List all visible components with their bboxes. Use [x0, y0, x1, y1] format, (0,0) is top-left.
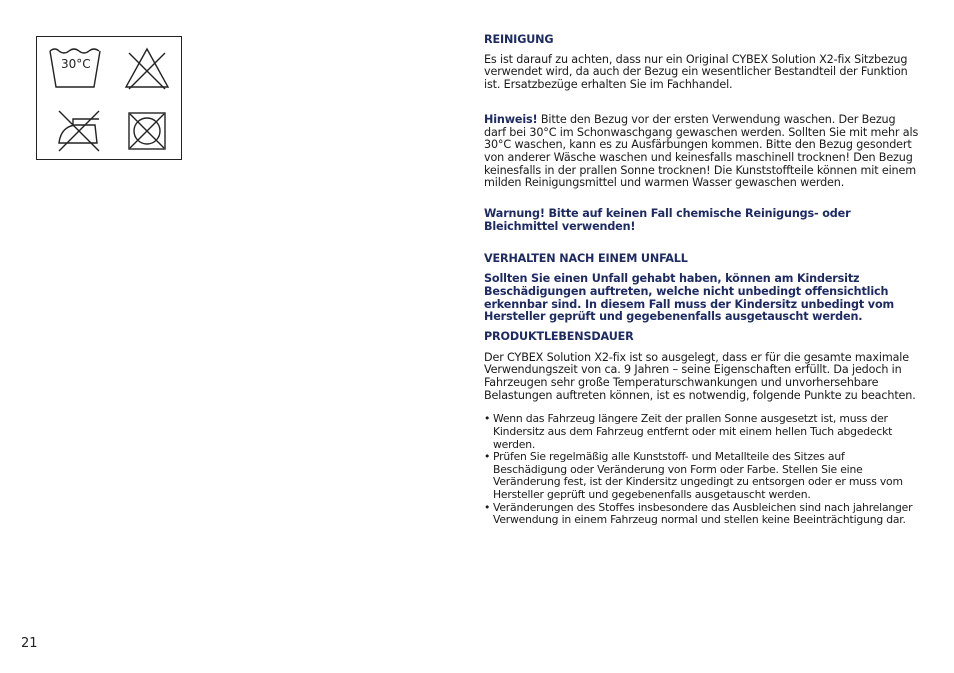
page-number: 21 — [21, 636, 38, 651]
no-tumble-dry-icon — [127, 111, 167, 151]
content-column — [484, 34, 920, 527]
lifetime-heading: PRODUKTLEBENSDAUER — [484, 329, 634, 343]
lifetime-text: Der CYBEX Solution X2-fix ist so ausgelegt, dass er für die gesamte maximale Verwendungszeit von ca. 9 Jahren – seine Eigenschaften erfüllt. Da jedoch in Fahrzeugen sehr große Temperaturschwankungen und unvorhersehbare Belastungen auftreten können, ist es notwendig, folgende Punkte zu beachten. — [484, 350, 916, 402]
note-label: Hinweis! — [484, 112, 538, 126]
no-iron-icon — [51, 107, 107, 153]
list-item: • Veränderungen des Stoffes insbesondere das Ausbleichen sind nach jahrelanger Verwendung in einem Fahrzeug normal und stellen keine Beeinträchtigung dar. — [484, 502, 920, 527]
cleaning-warning: Warnung! Bitte auf keinen Fall chemische Reinigungs- oder Bleichmittel verwenden! — [484, 207, 851, 233]
accident-heading: VERHALTEN NACH EINEM UNFALL — [484, 252, 688, 266]
cleaning-intro: Es ist darauf zu achten, dass nur ein Original CYBEX Solution X2-fix Sitzbezug verwendet wird, da auch der Bezug ein wesentlicher Bestandteil der Funktion ist. Ersatzbezüge erhalten Sie im Fachhandel. — [484, 52, 908, 92]
note-text: Bitte den Bezug vor der ersten Verwendung waschen. Der Bezug darf bei 30°C im Schonwaschgang gewaschen werden. Sollten Sie mit mehr als 30°C waschen, kann es zu Ausfärbungen kommen. Bitte den Bezug gesondert von anderer Wäsche waschen und keinesfalls maschinell trocknen! Den Bezug keinesfalls in der prallen Sonne trocknen! Die Kunststoffteile können mit einem milden Reinigungsmittel und warmen Wasser gewaschen werden. — [484, 112, 919, 190]
lifetime-bullets — [484, 413, 920, 526]
list-item: • Prüfen Sie regelmäßig alle Kunststoff- und Metallteile des Sitzes auf Beschädigung oder Veränderung von Form oder Farbe. Stellen Sie eine Veränderung fest, ist der Kindersitz ungedingt zu entsorgen oder er muss vom Hersteller geprüft und gegebenenfalls ausgetauscht werden. — [484, 451, 920, 501]
care-symbols-box — [36, 36, 182, 160]
list-item: • Wenn das Fahrzeug längere Zeit der prallen Sonne ausgesetzt ist, muss der Kindersitz aus dem Fahrzeug entfernt oder mit einem hellen Tuch abgedeckt werden. — [484, 413, 920, 451]
wash-temperature-label: 30°C — [61, 57, 91, 71]
no-bleach-icon — [123, 45, 171, 91]
accident-text: Sollten Sie einen Unfall gehabt haben, können am Kindersitz Beschädigungen auftreten, welche nicht unbedingt offensichtlich erkennbar sind. In diesem Fall muss der Kindersitz unbedingt vom Hersteller geprüft und gegebenenfalls ausgetauscht werden. — [484, 272, 894, 324]
cleaning-heading: REINIGUNG — [484, 33, 554, 46]
cleaning-note — [484, 114, 920, 190]
